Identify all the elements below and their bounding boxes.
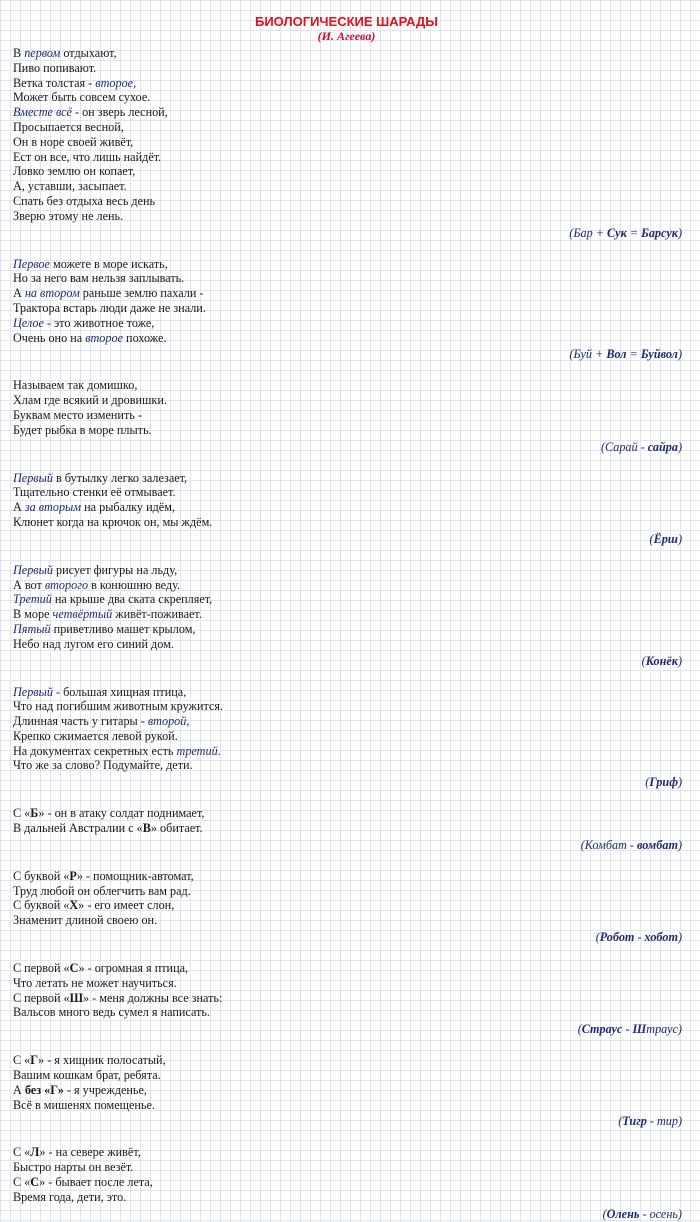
text-segment: вомбат bbox=[637, 837, 678, 852]
riddle-line bbox=[13, 408, 680, 423]
text-segment: ( bbox=[618, 1114, 623, 1129]
riddle-line bbox=[13, 744, 680, 759]
text-segment: С « bbox=[13, 1053, 31, 1068]
text-segment: Барсук bbox=[641, 225, 678, 240]
text-segment: - тир) bbox=[646, 1114, 682, 1129]
text-segment: Хлам где всякий и дровишки. bbox=[13, 393, 167, 408]
riddle-line bbox=[13, 991, 680, 1006]
text-segment: - я учрежденье, bbox=[63, 1082, 147, 1097]
riddle-line bbox=[13, 378, 680, 393]
text-segment: ( bbox=[645, 775, 650, 790]
text-segment: Может быть совсем сухое. bbox=[13, 90, 151, 105]
riddle-line bbox=[13, 271, 680, 286]
text-segment: С буквой « bbox=[13, 868, 70, 883]
riddle-line bbox=[13, 898, 680, 913]
riddle-line bbox=[13, 1053, 680, 1068]
author-line: (И. Агеева) bbox=[317, 29, 376, 43]
text-segment: Небо над лугом его синий дом. bbox=[13, 636, 174, 651]
text-segment: Ш bbox=[69, 990, 84, 1005]
riddle-line bbox=[13, 1145, 680, 1160]
text-segment: на крыше два ската скрепляет, bbox=[51, 592, 213, 607]
riddle-line bbox=[13, 471, 680, 486]
text-segment: С первой « bbox=[13, 961, 70, 976]
riddle-line bbox=[13, 61, 680, 76]
text-segment: А bbox=[13, 286, 25, 301]
riddle-line bbox=[13, 1005, 680, 1020]
text-segment: Время года, дети, это. bbox=[13, 1189, 127, 1204]
text-segment: » - бывает после лета, bbox=[39, 1175, 153, 1190]
text-segment: Пиво попивают. bbox=[13, 60, 97, 75]
text-segment: Быстро нарты он везёт. bbox=[13, 1160, 134, 1175]
text-segment: ) bbox=[677, 930, 682, 945]
text-segment: Трактора встарь люди даже не знали. bbox=[13, 300, 206, 315]
text-segment: Вместе всё bbox=[13, 105, 72, 120]
riddle-list bbox=[13, 46, 680, 1222]
riddle-block bbox=[13, 563, 680, 669]
text-segment: Труд любой он облегчить вам рад. bbox=[13, 883, 191, 898]
text-segment: А bbox=[13, 1082, 25, 1097]
riddle-block bbox=[13, 378, 680, 454]
riddle-line bbox=[13, 592, 680, 607]
riddle-line bbox=[13, 1190, 680, 1205]
riddle-block bbox=[13, 961, 680, 1037]
riddle-line bbox=[13, 1098, 680, 1113]
text-segment: Первое bbox=[13, 256, 50, 271]
text-segment: А вот bbox=[13, 577, 45, 592]
text-segment: ) bbox=[677, 531, 682, 546]
text-segment: » - меня должны все знать: bbox=[83, 990, 223, 1005]
text-segment: Ловко землю он копает, bbox=[13, 164, 136, 179]
text-segment: Х bbox=[69, 898, 79, 913]
text-segment: Вашим кошкам брат, ребята. bbox=[13, 1068, 161, 1083]
page-title: БИОЛОГИЧЕСКИЕ ШАРАДЫ bbox=[254, 14, 438, 29]
riddle-answer bbox=[13, 346, 682, 362]
riddle-block bbox=[13, 257, 680, 363]
text-segment: Ест он все, что лишь найдёт. bbox=[13, 149, 162, 164]
text-segment: Что же за слово? Подумайте, дети. bbox=[13, 758, 193, 773]
text-segment: (Бар + bbox=[569, 225, 608, 240]
text-segment: Ёрш bbox=[653, 531, 678, 546]
text-segment: первом bbox=[24, 46, 61, 60]
riddle-block bbox=[13, 1053, 680, 1129]
riddle-line bbox=[13, 714, 680, 729]
text-segment: С « bbox=[13, 1145, 31, 1160]
text-segment: С « bbox=[13, 1175, 31, 1190]
riddle-line bbox=[13, 105, 680, 120]
riddle-line bbox=[13, 578, 680, 593]
text-segment: Г bbox=[30, 1053, 39, 1068]
riddle-line bbox=[13, 316, 680, 331]
text-segment: ) bbox=[677, 775, 682, 790]
text-segment: ( bbox=[602, 1206, 607, 1221]
text-segment: в бутылку легко залезает, bbox=[52, 470, 188, 485]
riddle-line bbox=[13, 821, 680, 836]
riddle-line bbox=[13, 806, 680, 821]
riddle-block bbox=[13, 869, 680, 945]
text-segment: ) bbox=[677, 439, 682, 454]
text-segment: А, уставши, засыпает. bbox=[13, 179, 127, 194]
text-segment: Сук bbox=[607, 225, 627, 240]
riddle-line bbox=[13, 286, 680, 301]
text-segment: В море bbox=[13, 607, 53, 622]
text-segment: Третий bbox=[13, 592, 52, 607]
riddle-answer bbox=[13, 439, 682, 455]
text-segment: можете в море искать, bbox=[49, 256, 168, 271]
text-segment: Крепко сжимается левой рукой. bbox=[13, 728, 178, 743]
text-segment: Гриф bbox=[649, 775, 678, 790]
text-segment: » - на севере живёт, bbox=[39, 1145, 141, 1160]
riddle-line bbox=[13, 1068, 680, 1083]
text-segment: ) bbox=[677, 837, 682, 852]
riddle-answer bbox=[13, 531, 682, 547]
riddle-answer bbox=[13, 1206, 682, 1222]
riddle-line bbox=[13, 194, 680, 209]
text-segment: Тигр bbox=[622, 1114, 647, 1129]
text-segment: (Сарай - bbox=[600, 439, 648, 454]
text-segment: А bbox=[13, 500, 25, 515]
text-segment: (Буй + bbox=[569, 347, 607, 362]
text-segment: второй bbox=[147, 714, 187, 729]
text-segment: » - его имеет слон, bbox=[78, 898, 175, 913]
riddle-line bbox=[13, 76, 680, 91]
text-segment: рисует фигуры на льду, bbox=[52, 562, 178, 577]
text-segment: приветливо машет крылом, bbox=[50, 621, 196, 636]
riddle-line bbox=[13, 257, 680, 272]
text-segment: » - огромная я птица, bbox=[78, 961, 189, 976]
riddle-line bbox=[13, 500, 680, 515]
riddle-answer bbox=[13, 1021, 682, 1037]
riddle-block bbox=[13, 471, 680, 547]
text-segment: - bbox=[634, 930, 645, 945]
text-segment: » обитает. bbox=[150, 821, 203, 836]
riddle-line bbox=[13, 637, 680, 652]
riddle-line bbox=[13, 423, 680, 438]
riddle-line bbox=[13, 135, 680, 150]
riddle-block bbox=[13, 46, 680, 241]
riddle-answer bbox=[13, 1113, 682, 1129]
text-segment: = bbox=[626, 347, 641, 362]
text-segment: похоже. bbox=[123, 330, 167, 345]
riddle-line bbox=[13, 331, 680, 346]
text-segment: С первой « bbox=[13, 990, 70, 1005]
text-segment: на втором bbox=[24, 286, 80, 301]
text-segment: Всё в мишенях помещенье. bbox=[13, 1097, 155, 1112]
text-segment: Он в норе своей живёт, bbox=[13, 134, 134, 149]
riddle-line bbox=[13, 1083, 680, 1098]
text-segment: сайра bbox=[647, 439, 678, 454]
text-segment: С bbox=[69, 961, 79, 976]
text-segment: Л bbox=[30, 1145, 40, 1160]
text-segment: Вол bbox=[606, 347, 627, 362]
text-segment: » - я хищник полосатый, bbox=[38, 1053, 166, 1068]
text-segment: С bbox=[30, 1175, 40, 1190]
text-segment: (Комбат - bbox=[580, 837, 638, 852]
riddle-answer bbox=[13, 774, 682, 790]
riddle-line bbox=[13, 884, 680, 899]
riddle-line bbox=[13, 563, 680, 578]
riddle-line bbox=[13, 729, 680, 744]
text-segment: Но за него вам нельзя заплывать. bbox=[13, 271, 185, 286]
text-segment: Страус bbox=[581, 1022, 623, 1037]
text-segment: третий bbox=[176, 743, 218, 758]
riddle-line bbox=[13, 301, 680, 316]
text-segment: ( bbox=[595, 930, 600, 945]
text-segment: Робот bbox=[599, 930, 635, 945]
text-segment: Первый bbox=[13, 684, 53, 699]
riddle-answer bbox=[13, 837, 682, 853]
text-segment: Что над погибшим животным кружится. bbox=[13, 699, 224, 714]
text-segment: ) bbox=[677, 225, 682, 240]
text-segment: второе bbox=[95, 75, 134, 90]
text-segment: Длинная часть у гитары - bbox=[13, 714, 148, 729]
text-segment: за вторым bbox=[24, 500, 82, 515]
riddle-line bbox=[13, 869, 680, 884]
riddle-line bbox=[13, 485, 680, 500]
text-segment: - большая хищная птица, bbox=[52, 684, 187, 699]
riddle-line bbox=[13, 961, 680, 976]
text-segment: на рыбалку идём, bbox=[81, 500, 175, 515]
riddle-block bbox=[13, 685, 680, 791]
text-segment: Ветка толстая - bbox=[13, 75, 96, 90]
text-segment: Знаменит длиной своею он. bbox=[13, 913, 158, 928]
text-segment: В bbox=[142, 821, 151, 836]
text-segment: Олень bbox=[606, 1206, 640, 1221]
text-segment: Буйвол bbox=[640, 347, 678, 362]
text-segment: Вальсов много ведь сумел я написать. bbox=[13, 1005, 210, 1020]
text-segment: в конюшню веду. bbox=[88, 577, 181, 592]
text-segment: четвёртый bbox=[52, 607, 113, 622]
text-segment: - bbox=[622, 1022, 633, 1037]
text-segment: Первый bbox=[13, 470, 53, 485]
riddle-line bbox=[13, 209, 680, 224]
riddle-answer bbox=[13, 929, 682, 945]
text-segment: Р bbox=[69, 868, 77, 883]
text-segment: Спать без отдыха весь день bbox=[13, 193, 156, 208]
riddle-line bbox=[13, 150, 680, 165]
text-segment: - осень) bbox=[639, 1206, 682, 1221]
text-segment: живёт-поживает. bbox=[112, 607, 202, 622]
text-segment: , bbox=[186, 714, 190, 729]
text-segment: Очень оно на bbox=[13, 330, 86, 345]
text-segment: Б bbox=[30, 806, 39, 821]
text-segment: раньше землю пахали - bbox=[79, 286, 204, 301]
riddle-line bbox=[13, 699, 680, 714]
text-segment: = bbox=[626, 225, 642, 240]
text-segment: , bbox=[133, 75, 137, 90]
text-segment: . bbox=[217, 743, 221, 758]
text-segment: ) bbox=[677, 347, 682, 362]
text-segment: хобот bbox=[644, 930, 678, 945]
riddle-block bbox=[13, 806, 680, 853]
riddle-line bbox=[13, 1160, 680, 1175]
riddle-line bbox=[13, 685, 680, 700]
text-segment: Называем так домишко, bbox=[13, 378, 138, 393]
riddle-line bbox=[13, 913, 680, 928]
text-segment: На документах секретных есть bbox=[13, 743, 177, 758]
riddle-block bbox=[13, 1145, 680, 1221]
text-segment: отдыхают, bbox=[60, 46, 117, 60]
text-segment: - это животное тоже, bbox=[43, 315, 155, 330]
text-segment: Ш bbox=[632, 1022, 647, 1037]
riddle-line bbox=[13, 1175, 680, 1190]
text-segment: Просыпается весной, bbox=[13, 119, 124, 134]
riddle-line bbox=[13, 90, 680, 105]
text-segment: С буквой « bbox=[13, 898, 70, 913]
riddle-line bbox=[13, 179, 680, 194]
riddle-answer bbox=[13, 225, 682, 241]
riddle-line bbox=[13, 622, 680, 637]
text-segment: Пятый bbox=[13, 621, 51, 636]
riddle-line bbox=[13, 46, 680, 61]
riddle-answer bbox=[13, 653, 682, 669]
text-segment: второго bbox=[44, 577, 89, 592]
text-segment: Будет рыбка в море плыть. bbox=[13, 422, 152, 437]
text-segment: Что летать не может научиться. bbox=[13, 975, 177, 990]
riddle-line bbox=[13, 164, 680, 179]
riddle-line bbox=[13, 120, 680, 135]
text-segment: » - помощник-автомат, bbox=[76, 868, 194, 883]
text-segment: В дальней Австралии с « bbox=[13, 821, 143, 836]
text-segment: ( bbox=[577, 1022, 582, 1037]
text-segment: Целое bbox=[13, 315, 44, 330]
riddle-line bbox=[13, 607, 680, 622]
text-segment: Конёк bbox=[645, 653, 678, 668]
text-segment: » - он в атаку солдат поднимает, bbox=[38, 806, 205, 821]
text-segment: - он зверь лесной, bbox=[71, 105, 168, 120]
riddle-line bbox=[13, 976, 680, 991]
text-segment: траус) bbox=[646, 1022, 682, 1037]
text-segment: ) bbox=[677, 653, 682, 668]
text-segment: второе bbox=[85, 330, 123, 345]
text-segment: Клюнет когда на крючок он, мы ждём. bbox=[13, 514, 213, 529]
text-segment: Тщательно стенки её отмывает. bbox=[13, 485, 176, 500]
text-segment: В bbox=[13, 46, 25, 60]
riddle-line bbox=[13, 393, 680, 408]
text-segment: ( bbox=[649, 531, 654, 546]
riddle-line bbox=[13, 515, 680, 530]
text-segment: Зверю этому не лень. bbox=[13, 208, 124, 223]
text-segment: ( bbox=[641, 653, 646, 668]
text-segment: без «Г» bbox=[24, 1082, 64, 1097]
riddle-line bbox=[13, 758, 680, 773]
text-segment: Первый bbox=[13, 562, 53, 577]
text-segment: Буквам место изменить - bbox=[13, 407, 142, 422]
text-segment: С « bbox=[13, 806, 31, 821]
